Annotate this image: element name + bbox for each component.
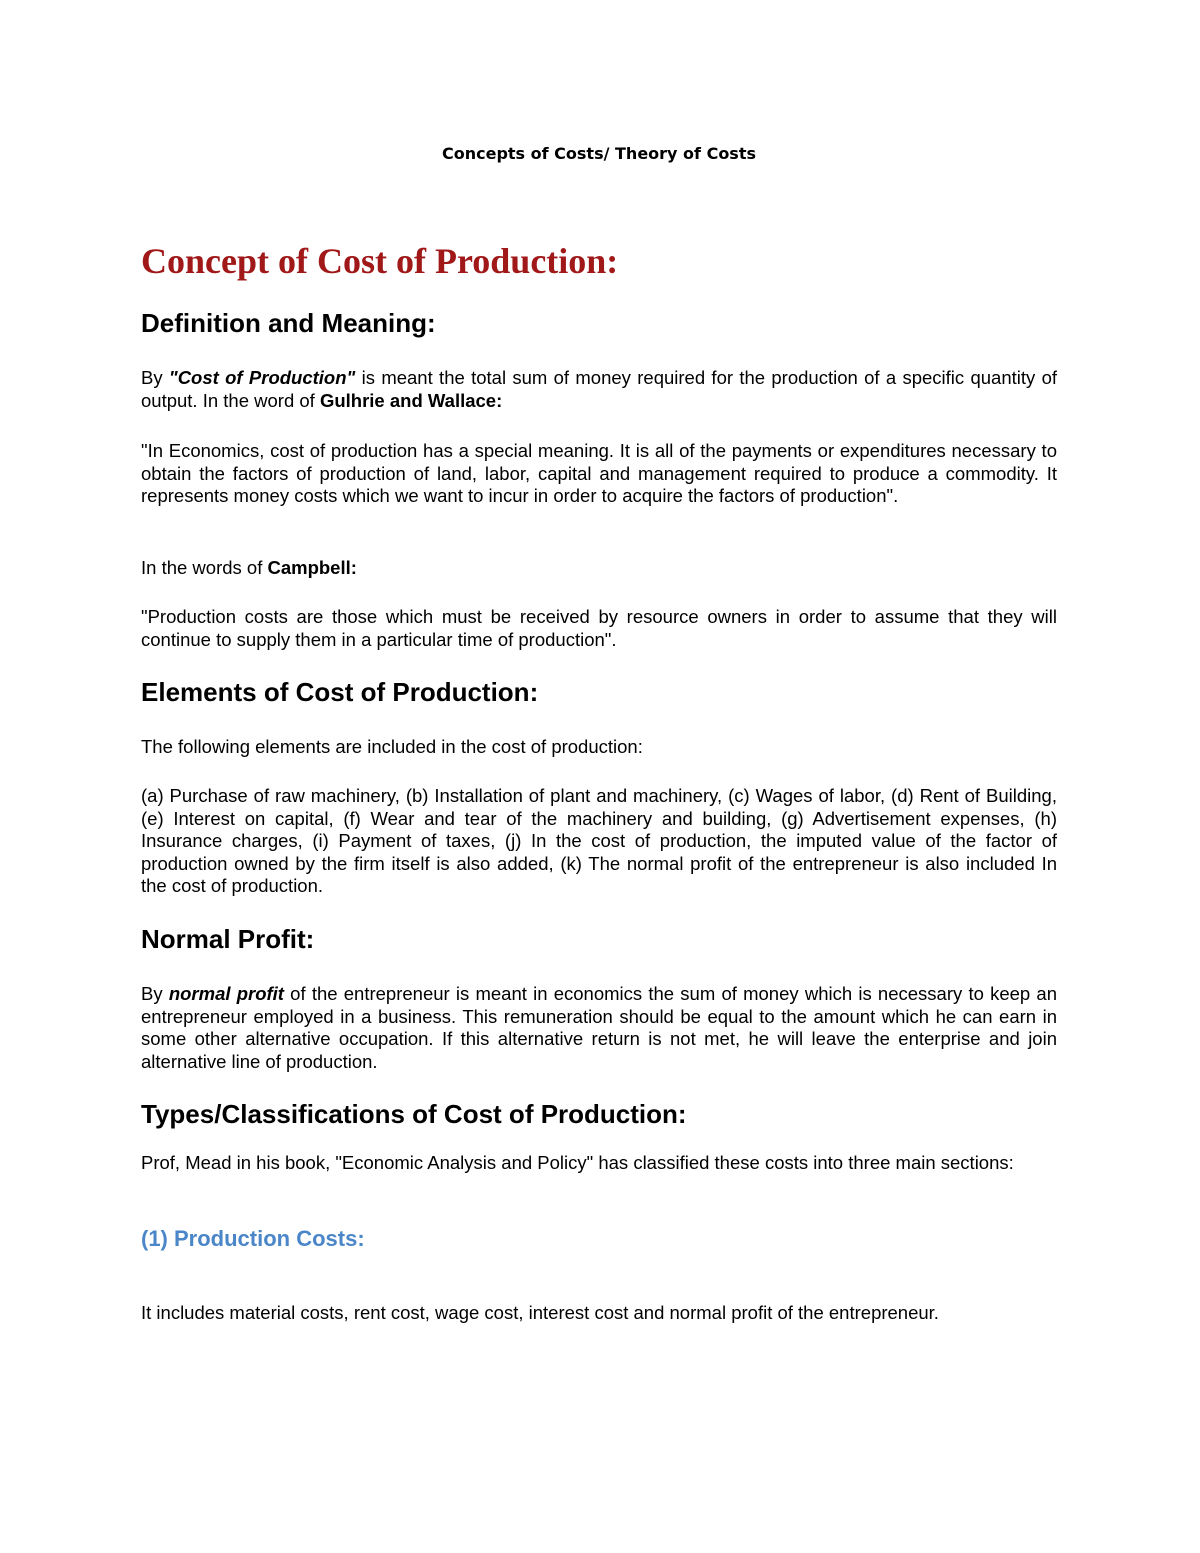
definition-mid: is meant the total sum of money required for the production of a specific quantity of output. In the word of — [141, 367, 1058, 411]
author-campbell: Campbell: — [267, 557, 357, 578]
cost-of-production-term: "Cost of Production" — [168, 367, 356, 388]
types-heading: Types/Classifications of Cost of Production: — [141, 1099, 687, 1129]
campbell-quote: "Production costs are those which must be received by resource owners in order to assume that they will continue to supply them in a particular time of production". — [141, 606, 1057, 650]
normal-profit-paragraph — [141, 983, 1057, 1073]
normal-profit-pre: By — [141, 983, 169, 1004]
elements-list: (a) Purchase of raw machinery, (b) Installation of plant and machinery, (c) Wages of labor, (d) Rent of Building, (e) Interest on capital, (f) Wear and tear of the machinery and building, (g) Advertisement expenses, (h) Insurance charges, (i) Payment of taxes, (j) In the cost of production, the imputed value of the factor of production owned by the firm itself is also added, (k) The normal profit of the entrepreneur is also included In the cost of production. — [141, 785, 1057, 897]
definition-paragraph — [141, 367, 1057, 412]
normal-profit-term: normal profit — [168, 983, 284, 1004]
definition-pre: By — [141, 367, 169, 388]
elements-intro: The following elements are included in the cost of production: — [141, 736, 643, 757]
author-gulhrie-wallace: Gulhrie and Wallace: — [319, 389, 503, 411]
production-costs-subheading: (1) Production Costs: — [141, 1226, 365, 1251]
economics-quote: "In Economics, cost of production has a special meaning. It is all of the payments or expenditures necessary to obtain the factors of production of land, labor, capital and management required to produce a commodity. It represents money costs which we want to incur in order to acquire the factors of production". — [141, 440, 1057, 507]
document-title: Concepts of Costs/ Theory of Costs — [441, 144, 756, 163]
types-intro: Prof, Mead in his book, "Economic Analysis and Policy" has classified these costs into three main sections: — [141, 1152, 1014, 1173]
normal-profit-heading: Normal Profit: — [141, 924, 315, 954]
campbell-pre: In the words of — [141, 557, 268, 578]
definition-heading: Definition and Meaning: — [141, 308, 436, 338]
elements-heading: Elements of Cost of Production: — [141, 677, 539, 707]
main-heading: Concept of Cost of Production: — [141, 241, 619, 281]
campbell-intro — [141, 557, 1057, 580]
production-costs-text: It includes material costs, rent cost, wage cost, interest cost and normal profit of the entrepreneur. — [141, 1302, 939, 1323]
normal-profit-text: of the entrepreneur is meant in economics the sum of money which is necessary to keep an entrepreneur employed in a business. This remuneration should be equal to the amount which he can earn in some other alternative occupation. If this alternative return is not met, he will leave the enterprise and join alternative line of production. — [141, 983, 1057, 1072]
